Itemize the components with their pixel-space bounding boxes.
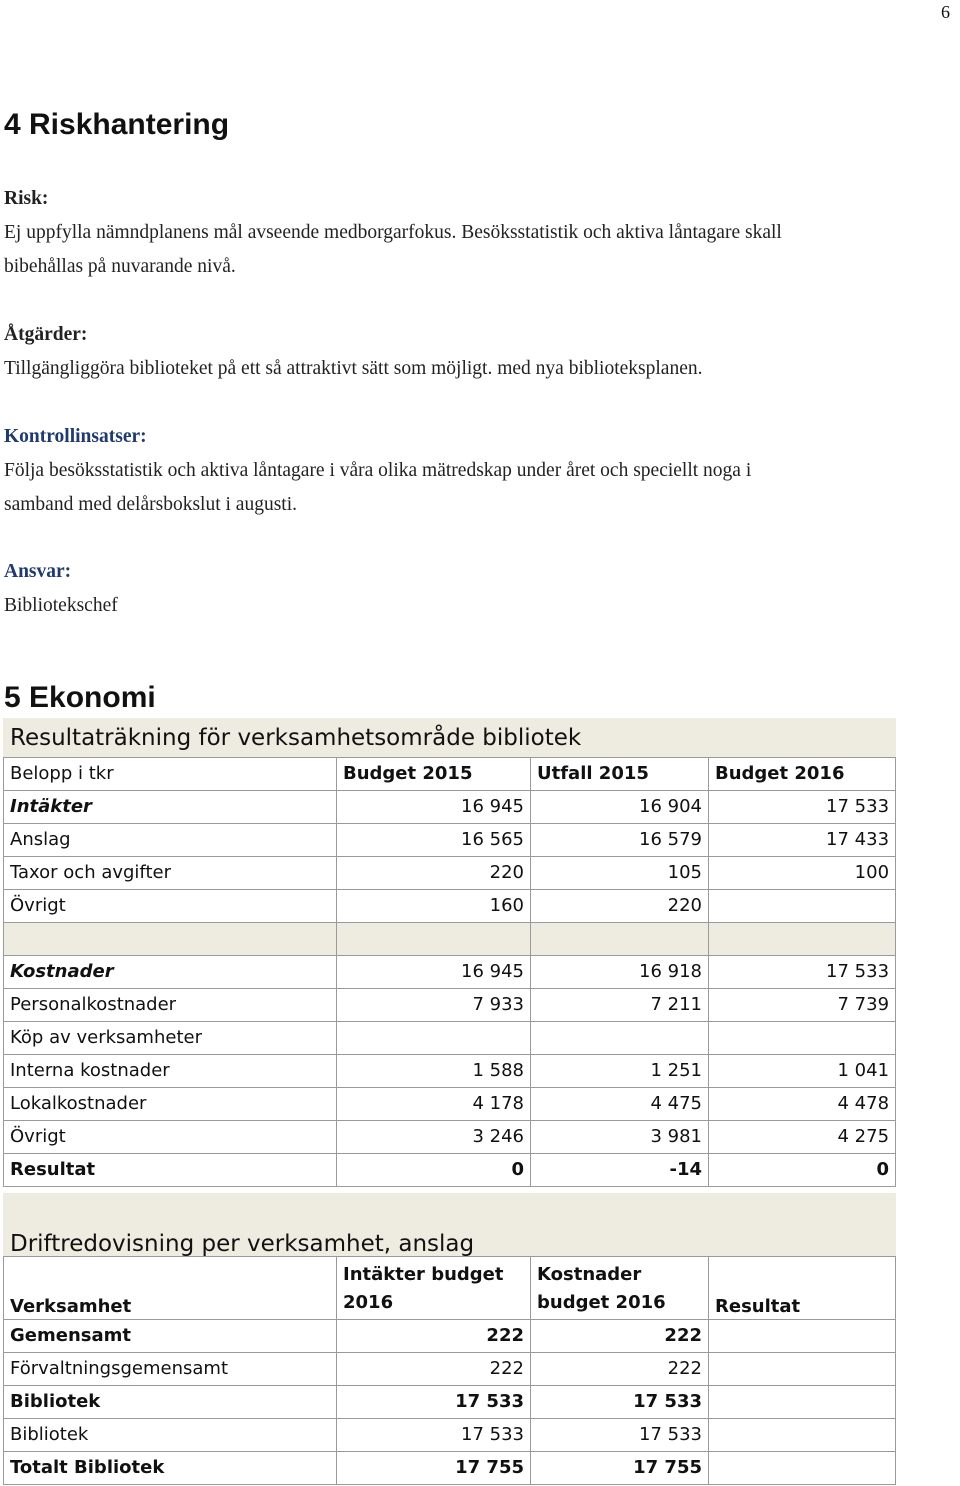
outcome-2015-cell: 105 xyxy=(531,857,709,890)
table-row xyxy=(4,1386,896,1419)
row-label: Bibliotek xyxy=(4,1419,337,1452)
operating-report-body xyxy=(4,1320,896,1485)
outcome-2015-cell: 16 904 xyxy=(531,791,709,824)
header-cell: Utfall 2015 xyxy=(531,758,709,791)
outcome-2015-cell xyxy=(531,923,709,956)
result-cell xyxy=(709,1452,896,1485)
budget-2016-cell: 100 xyxy=(709,857,896,890)
outcome-2015-cell: 16 918 xyxy=(531,956,709,989)
budget-2015-cell: 3 246 xyxy=(337,1121,531,1154)
income-budget-cell: 222 xyxy=(337,1353,531,1386)
actions-block xyxy=(4,318,702,386)
result-cell xyxy=(709,1320,896,1353)
table-row xyxy=(4,1419,896,1452)
result-cell xyxy=(709,1386,896,1419)
page-number: 6 xyxy=(941,2,950,22)
budget-2015-cell: 0 xyxy=(337,1154,531,1187)
table-row xyxy=(4,1154,896,1187)
income-budget-cell: 17 533 xyxy=(337,1419,531,1452)
row-label: Övrigt xyxy=(4,890,337,923)
cost-budget-cell: 222 xyxy=(531,1353,709,1386)
outcome-2015-cell: 1 251 xyxy=(531,1055,709,1088)
actions-text: Tillgängliggöra biblioteket på ett så attraktivt sätt som möjligt. med nya biblioteksplanen. xyxy=(4,358,703,379)
table-row xyxy=(4,824,896,857)
blank-row xyxy=(4,923,896,956)
risk-label: Risk: xyxy=(4,188,49,209)
result-cell xyxy=(709,1419,896,1452)
operating-report-table xyxy=(3,1193,896,1485)
cost-budget-cell: 17 755 xyxy=(531,1452,709,1485)
income-statement-table xyxy=(3,718,896,1187)
table-row xyxy=(4,956,896,989)
risk-line-2: bibehållas på nuvarande nivå. xyxy=(4,256,236,277)
budget-2015-cell: 4 178 xyxy=(337,1088,531,1121)
budget-2016-cell: 4 478 xyxy=(709,1088,896,1121)
income-budget-cell: 17 755 xyxy=(337,1452,531,1485)
responsibility-block xyxy=(4,555,118,623)
cost-budget-cell: 222 xyxy=(531,1320,709,1353)
table-row xyxy=(4,1055,896,1088)
operating-report-title: Driftredovisning per verksamhet, anslag xyxy=(4,1194,896,1257)
budget-2015-cell: 7 933 xyxy=(337,989,531,1022)
operating-report-header-row xyxy=(4,1257,896,1320)
budget-2015-cell xyxy=(337,1022,531,1055)
controls-line-1: Följa besöksstatistik och aktiva låntagare i våra olika mätredskap under året och speciellt noga i xyxy=(4,460,752,481)
table-row xyxy=(4,989,896,1022)
table-row xyxy=(4,1452,896,1485)
budget-2015-cell: 16 565 xyxy=(337,824,531,857)
row-label: Resultat xyxy=(4,1154,337,1187)
income-statement-caption-row xyxy=(4,719,896,758)
row-label: Personalkostnader xyxy=(4,989,337,1022)
table-row xyxy=(4,791,896,824)
row-label: Gemensamt xyxy=(4,1320,337,1353)
income-statement-header-row xyxy=(4,758,896,791)
table-row xyxy=(4,1022,896,1055)
row-label: Övrigt xyxy=(4,1121,337,1154)
header-cell: Resultat xyxy=(709,1257,896,1320)
result-cell xyxy=(709,1353,896,1386)
budget-2015-cell: 220 xyxy=(337,857,531,890)
row-label: Köp av verksamheter xyxy=(4,1022,337,1055)
budget-2016-cell xyxy=(709,890,896,923)
budget-2016-cell: 7 739 xyxy=(709,989,896,1022)
table-row xyxy=(4,1320,896,1353)
row-label: Förvaltningsgemensamt xyxy=(4,1353,337,1386)
row-label: Bibliotek xyxy=(4,1386,337,1419)
outcome-2015-cell: 4 475 xyxy=(531,1088,709,1121)
controls-block xyxy=(4,420,751,522)
economy-heading: 5 Ekonomi xyxy=(4,681,156,714)
operating-report-caption-row xyxy=(4,1194,896,1257)
outcome-2015-cell: 16 579 xyxy=(531,824,709,857)
outcome-2015-cell: 3 981 xyxy=(531,1121,709,1154)
row-label: Totalt Bibliotek xyxy=(4,1452,337,1485)
budget-2016-cell xyxy=(709,1022,896,1055)
income-budget-cell: 17 533 xyxy=(337,1386,531,1419)
table-row xyxy=(4,1088,896,1121)
row-label: Intäkter xyxy=(4,791,337,824)
budget-2016-cell: 17 433 xyxy=(709,824,896,857)
outcome-2015-cell: 220 xyxy=(531,890,709,923)
table-row xyxy=(4,1353,896,1386)
income-statement-body xyxy=(4,791,896,1187)
budget-2016-cell: 0 xyxy=(709,1154,896,1187)
row-label: Interna kostnader xyxy=(4,1055,337,1088)
controls-line-2: samband med delårsbokslut i augusti. xyxy=(4,494,297,515)
risk-line-1: Ej uppfylla nämndplanens mål avseende medborgarfokus. Besöksstatistik och aktiva låntagare skall xyxy=(4,222,782,243)
budget-2015-cell: 160 xyxy=(337,890,531,923)
cost-budget-cell: 17 533 xyxy=(531,1386,709,1419)
risk-heading: 4 Riskhantering xyxy=(4,108,230,141)
budget-2015-cell xyxy=(337,923,531,956)
cost-budget-cell: 17 533 xyxy=(531,1419,709,1452)
budget-2015-cell: 16 945 xyxy=(337,956,531,989)
budget-2016-cell: 4 275 xyxy=(709,1121,896,1154)
budget-2016-cell: 1 041 xyxy=(709,1055,896,1088)
table-row xyxy=(4,890,896,923)
header-cell: Verksamhet xyxy=(4,1257,337,1320)
outcome-2015-cell: -14 xyxy=(531,1154,709,1187)
responsibility-text: Bibliotekschef xyxy=(4,595,118,616)
budget-2015-cell: 1 588 xyxy=(337,1055,531,1088)
row-label: Kostnader xyxy=(4,956,337,989)
budget-2016-cell: 17 533 xyxy=(709,791,896,824)
row-label: Lokalkostnader xyxy=(4,1088,337,1121)
responsibility-label: Ansvar: xyxy=(4,561,72,582)
budget-2016-cell: 17 533 xyxy=(709,956,896,989)
header-cell: Budget 2015 xyxy=(337,758,531,791)
controls-label: Kontrollinsatser: xyxy=(4,426,147,447)
header-cell: Belopp i tkr xyxy=(4,758,337,791)
row-label xyxy=(4,923,337,956)
outcome-2015-cell: 7 211 xyxy=(531,989,709,1022)
table-row xyxy=(4,1121,896,1154)
outcome-2015-cell xyxy=(531,1022,709,1055)
budget-2015-cell: 16 945 xyxy=(337,791,531,824)
income-budget-cell: 222 xyxy=(337,1320,531,1353)
budget-2016-cell xyxy=(709,923,896,956)
header-cell: Kostnader budget 2016 xyxy=(531,1257,709,1320)
header-cell: Budget 2016 xyxy=(709,758,896,791)
actions-label: Åtgärder: xyxy=(4,324,88,345)
income-statement-title: Resultaträkning för verksamhetsområde bibliotek xyxy=(4,719,896,758)
row-label: Anslag xyxy=(4,824,337,857)
row-label: Taxor och avgifter xyxy=(4,857,337,890)
header-cell: Intäkter budget 2016 xyxy=(337,1257,531,1320)
risk-block xyxy=(4,182,782,284)
table-row xyxy=(4,857,896,890)
